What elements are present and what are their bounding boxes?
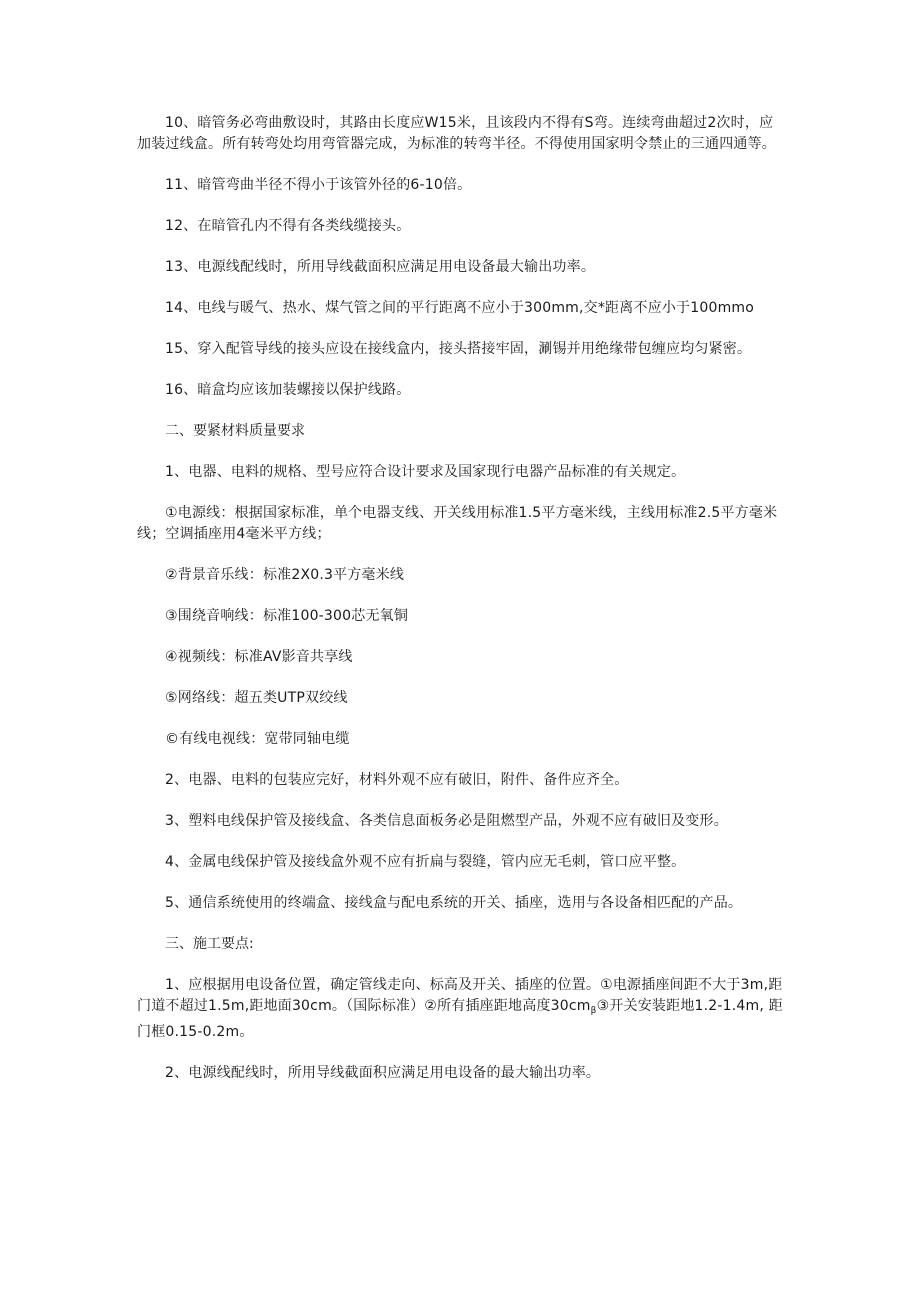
section-heading-materials: 二、要紧材料质量要求 xyxy=(165,423,305,439)
materials-power-line: ①电源线：根据国家标准，单个电器支线、开关线用标准1.5平方毫米线，主线用标准2.5平方毫米线；空调插座用4毫米平方线； xyxy=(137,505,778,542)
construction-item-1 xyxy=(137,975,783,1043)
materials-item-1: 1、电器、电料的规格、型号应符合设计要求及国家现行电器产品标准的有关规定。 xyxy=(165,464,686,480)
materials-item-4: 4、金属电线保护管及接线盒外观不应有折扁与裂缝，管内应无毛刺，管口应平整。 xyxy=(165,854,686,870)
paragraph-11: 11、暗管弯曲半径不得小于该管外径的6-10倍。 xyxy=(165,177,472,193)
paragraph-14: 14、电线与暖气、热水、煤气管之间的平行距离不应小于300mm,交*距离不应小于100mmo xyxy=(165,300,755,316)
materials-music-line: ②背景音乐线：标准2X0.3平方毫米线 xyxy=(165,567,405,583)
paragraph-16: 16、暗盒均应该加装螺接以保护线路。 xyxy=(165,382,411,398)
subscript-mark: β xyxy=(590,1006,597,1016)
materials-tv-line: ©有线电视线：宽带同轴电缆 xyxy=(165,731,350,747)
paragraph-13: 13、电源线配线时，所用导线截面积应满足用电设备最大输出功率。 xyxy=(165,259,596,275)
paragraph-15: 15、穿入配管导线的接头应设在接线盒内，接头搭接牢固，涮锡并用绝缘带包缠应均匀紧密。 xyxy=(165,341,752,357)
section-heading-construction: 三、施工要点: xyxy=(165,936,254,952)
materials-video-line: ④视频线：标准AV影音共享线 xyxy=(165,649,353,665)
construction-item-1-text: 1、应根据用电设备位置，确定管线走向、标高及开关、插座的位置。①电源插座间距不大于3m,距门道不超过1.5m,距地面30cm。（国际标准）②所有插座距地高度30cm xyxy=(137,977,783,1014)
materials-speaker-line: ③围绕音响线：标准100-300芯无氧铜 xyxy=(165,608,409,624)
materials-network-line: ⑤网络线：超五类UTP双绞线 xyxy=(165,690,348,706)
paragraph-10: 10、暗管务必弯曲敷设时，其路由长度应W15米，且该段内不得有S弯。连续弯曲超过2次时，应加装过线盒。所有转弯处均用弯管器完成，为标准的转弯半径。不得使用国家明令禁止的三通四通等。 xyxy=(137,115,776,152)
materials-item-2: 2、电器、电料的包装应完好，材料外观不应有破旧，附件、备件应齐全。 xyxy=(165,772,629,788)
construction-item-1-tail: ③开关安装距地1.2-1.4m, 距门框0.15-0.2m。 xyxy=(137,998,783,1040)
paragraph-12: 12、在暗管孔内不得有各类线缆接头。 xyxy=(165,218,411,234)
document-body xyxy=(137,113,783,1104)
materials-item-3: 3、塑料电线保护管及接线盒、各类信息面板务必是阻燃型产品，外观不应有破旧及变形。 xyxy=(165,813,728,829)
construction-item-2: 2、电源线配线时，所用导线截面积应满足用电设备的最大输出功率。 xyxy=(165,1065,601,1081)
materials-item-5: 5、通信系统使用的终端盒、接线盒与配电系统的开关、插座，选用与各设备相匹配的产品。 xyxy=(165,895,743,911)
